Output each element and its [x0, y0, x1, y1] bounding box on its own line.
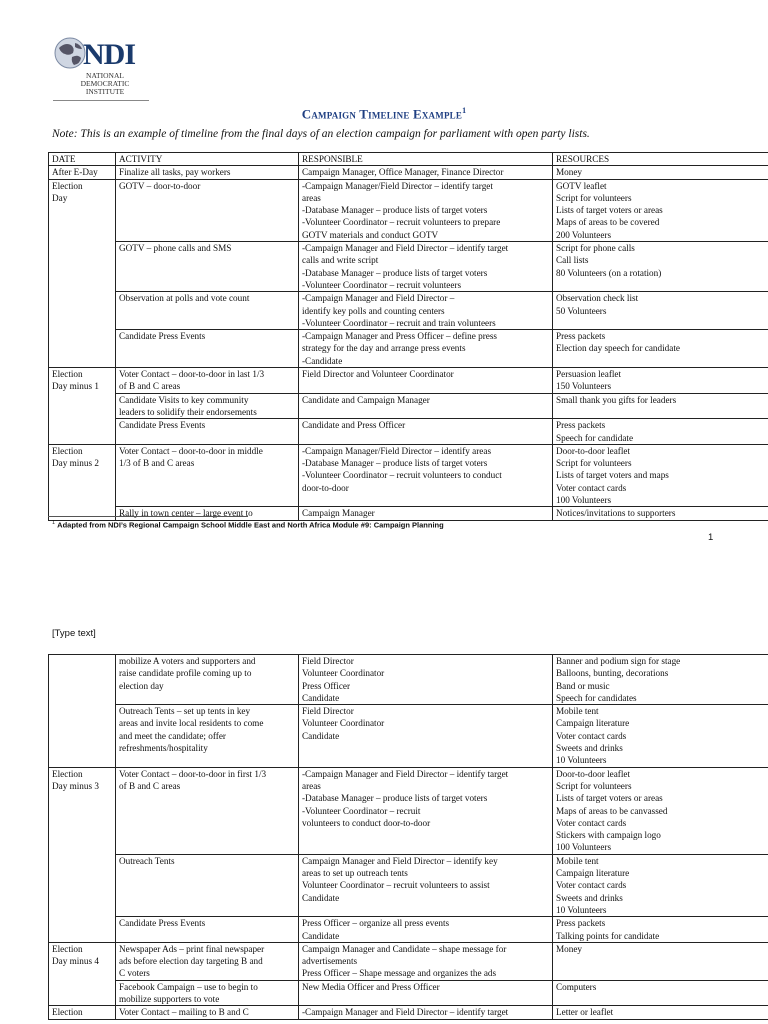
activity-text: of B and C areas [119, 381, 181, 392]
resources-text: Money [556, 167, 583, 178]
date-cell [49, 368, 116, 445]
responsible-text: Candidate [302, 730, 340, 741]
responsible-text: -Database Manager – produce lists of target voters [302, 205, 488, 216]
resources-text: Small thank you gifts for leaders [556, 394, 677, 405]
responsible-cell [299, 917, 553, 943]
responsible-text: areas [302, 780, 321, 791]
responsible-text: -Campaign Manager and Field Director – [302, 293, 455, 304]
responsible-text: -Volunteer Coordinator – recruit volunteers [302, 279, 462, 290]
activity-text: raise candidate profile coming up to [119, 668, 252, 679]
responsible-text: Volunteer Coordinator [302, 718, 385, 729]
header-date: DATE [49, 153, 116, 166]
date-cell [49, 942, 116, 1005]
responsible-text: Campaign Manager and Field Director – identify key [302, 855, 498, 866]
activity-text: Voter Contact – mailing to B and C [119, 1007, 249, 1018]
responsible-text: areas to set up outreach tents [302, 868, 408, 879]
resources-cell [553, 942, 768, 980]
responsible-text: GOTV materials and conduct GOTV [302, 229, 439, 240]
responsible-cell [299, 705, 553, 767]
responsible-cell [299, 330, 553, 368]
responsible-text: -Campaign Manager and Press Officer – define press [302, 331, 498, 342]
responsible-text: -Campaign Manager and Field Director – identify target [302, 243, 509, 254]
resources-cell [553, 368, 768, 394]
table-row [49, 292, 768, 330]
resources-text: Banner and podium sign for stage [556, 656, 681, 666]
date-text: Election [52, 768, 83, 779]
responsible-cell [299, 507, 553, 520]
responsible-cell [299, 179, 553, 241]
table-row [49, 393, 768, 419]
activity-cell [116, 166, 299, 179]
activity-text: refreshments/hospitality [119, 743, 208, 754]
resources-text: Mobile tent [556, 706, 599, 717]
activity-text: Voter Contact – door-to-door in middle [119, 445, 263, 456]
responsible-cell [299, 655, 553, 705]
activity-cell [116, 767, 299, 854]
resources-text: Lists of target voters or areas [556, 793, 663, 804]
responsible-text: Field Director [302, 706, 354, 717]
responsible-text: Field Director [302, 656, 354, 666]
resources-text: Voter contact cards [556, 730, 627, 741]
resources-text: Band or music [556, 680, 610, 691]
table-row [49, 419, 768, 445]
activity-text: Outreach Tents – set up tents in key [119, 706, 251, 717]
header-resources: RESOURCES [553, 153, 768, 166]
date-text: Election [52, 445, 83, 456]
table-row [49, 1006, 768, 1019]
activity-cell [116, 393, 299, 419]
responsible-text: -Campaign Manager and Field Director – identify target [302, 1007, 509, 1018]
responsible-text: calls and write script [302, 255, 379, 266]
activity-text: and meet the candidate; offer [119, 730, 226, 741]
responsible-text: volunteers to conduct door-to-door [302, 817, 431, 828]
resources-text: Press packets [556, 918, 606, 929]
responsible-cell [299, 166, 553, 179]
responsible-text: Volunteer Coordinator [302, 668, 385, 679]
responsible-cell [299, 1006, 553, 1019]
timeline-table-2 [48, 654, 768, 1020]
responsible-text: Campaign Manager [302, 508, 375, 519]
date-text: Day minus 1 [52, 381, 99, 392]
table-row [49, 368, 768, 394]
responsible-text: -Campaign Manager/Field Director – identify target [302, 180, 493, 191]
responsible-text: -Volunteer Coordinator – recruit volunteers to prepare [302, 217, 501, 228]
resources-text: Script for volunteers [556, 192, 632, 203]
activity-text: Candidate Visits to key community [119, 394, 249, 405]
responsible-text: Campaign Manager and Candidate – shape message for [302, 943, 507, 954]
resources-cell [553, 980, 768, 1006]
resources-text: Stickers with campaign logo [556, 830, 661, 841]
responsible-text: Volunteer Coordinator – recruit volunteers to assist [302, 880, 490, 891]
resources-cell [553, 179, 768, 241]
table-row [49, 179, 768, 241]
activity-cell [116, 705, 299, 767]
responsible-text: Candidate and Campaign Manager [302, 394, 430, 405]
resources-text: Lists of target voters and maps [556, 470, 669, 481]
resources-text: Campaign literature [556, 718, 630, 729]
activity-text: leaders to solidify their endorsements [119, 406, 257, 417]
resources-text: Observation check list [556, 293, 639, 304]
responsible-text: -Candidate [302, 355, 343, 366]
activity-text: Candidate Press Events [119, 918, 206, 929]
table-row [49, 854, 768, 916]
responsible-text: Field Director and Volunteer Coordinator [302, 369, 454, 380]
responsible-text: Candidate [302, 930, 340, 941]
date-text: Election [52, 180, 83, 191]
responsible-text: areas [302, 192, 321, 203]
responsible-text: -Database Manager – produce lists of target voters [302, 793, 488, 804]
activity-text: Facebook Campaign – use to begin to [119, 981, 258, 992]
table-row [49, 444, 768, 506]
activity-text: Voter Contact – door-to-door in last 1/3 [119, 369, 265, 380]
resources-text: Script for phone calls [556, 243, 635, 254]
resources-text: Sweets and drinks [556, 743, 623, 754]
resources-text: Money [556, 943, 583, 954]
table-row [49, 242, 768, 292]
activity-cell [116, 330, 299, 368]
date-text: After E-Day [52, 167, 98, 178]
responsible-text: -Volunteer Coordinator – recruit volunteers to conduct [302, 470, 502, 481]
responsible-text: advertisements [302, 956, 358, 967]
resources-cell [553, 917, 768, 943]
activity-text: Outreach Tents [119, 855, 175, 866]
resources-cell [553, 767, 768, 854]
date-text: Day [52, 192, 68, 203]
resources-text: Voter contact cards [556, 482, 627, 493]
date-cell [49, 444, 116, 520]
table-2-body [49, 655, 768, 1020]
resources-cell [553, 419, 768, 445]
responsible-text: Campaign Manager, Office Manager, Finance Director [302, 167, 504, 178]
activity-cell [116, 242, 299, 292]
activity-text: Candidate Press Events [119, 420, 206, 431]
resources-text: Maps of areas to be canvassed [556, 805, 668, 816]
activity-cell [116, 917, 299, 943]
title-footnote-mark: 1 [462, 106, 467, 115]
resources-text: 200 Volunteers [556, 229, 612, 240]
activity-cell [116, 980, 299, 1006]
activity-text: ads before election day targeting B and [119, 956, 263, 967]
activity-text: Rally in town center – large event to [119, 508, 253, 519]
activity-cell [116, 507, 299, 520]
table-1-body [49, 166, 768, 520]
responsible-cell [299, 854, 553, 916]
resources-text: 80 Volunteers (on a rotation) [556, 267, 662, 278]
resources-cell [553, 1006, 768, 1019]
activity-cell [116, 444, 299, 506]
activity-text: Observation at polls and vote count [119, 293, 250, 304]
resources-cell [553, 292, 768, 330]
responsible-cell [299, 942, 553, 980]
date-text: Day minus 3 [52, 780, 99, 791]
activity-cell [116, 854, 299, 916]
activity-text: Voter Contact – door-to-door in first 1/3 [119, 768, 267, 779]
resources-text: 50 Volunteers [556, 305, 607, 316]
resources-text: Door-to-door leaflet [556, 445, 631, 456]
resources-cell [553, 655, 768, 705]
resources-text: Talking points for candidate [556, 930, 660, 941]
resources-text: Call lists [556, 255, 589, 266]
activity-cell [116, 1006, 299, 1019]
date-text: Day minus 4 [52, 956, 99, 967]
table-row [49, 767, 768, 854]
intro-note: Note: This is an example of timeline from the final days of an election campaign for parliament with open party lists. [52, 128, 590, 140]
responsible-text: door-to-door [302, 482, 349, 493]
responsible-text: Candidate and Press Officer [302, 420, 406, 431]
table-header-row [49, 153, 768, 166]
resources-cell [553, 705, 768, 767]
responsible-cell [299, 393, 553, 419]
responsible-cell [299, 444, 553, 506]
table-row [49, 655, 768, 705]
responsible-cell [299, 242, 553, 292]
table-row [49, 330, 768, 368]
header-responsible: RESPONSIBLE [299, 153, 553, 166]
table-row [49, 705, 768, 767]
table-row [49, 917, 768, 943]
activity-text: GOTV – phone calls and SMS [119, 243, 232, 254]
date-text: Election [52, 943, 83, 954]
resources-text: Letter or leaflet [556, 1007, 614, 1018]
activity-text: mobilize A voters and supporters and [119, 656, 256, 666]
activity-text: mobilize supporters to vote [119, 994, 220, 1005]
responsible-text: -Campaign Manager/Field Director – identify areas [302, 445, 492, 456]
activity-text: areas and invite local residents to come [119, 718, 264, 729]
resources-text: Balloons, bunting, decorations [556, 668, 669, 679]
activity-cell [116, 655, 299, 705]
activity-cell [116, 942, 299, 980]
table-row [49, 166, 768, 179]
responsible-text: strategy for the day and arrange press events [302, 343, 466, 354]
responsible-text: -Database Manager – produce lists of target voters [302, 267, 488, 278]
responsible-cell [299, 292, 553, 330]
responsible-text: Press Officer – organize all press events [302, 918, 450, 929]
logo-divider [53, 100, 149, 101]
responsible-text: -Volunteer Coordinator – recruit and train volunteers [302, 317, 496, 328]
responsible-cell [299, 368, 553, 394]
page-number: 1 [708, 532, 714, 543]
date-cell [49, 179, 116, 367]
responsible-text: Candidate [302, 692, 340, 703]
footnote-rule [48, 516, 248, 517]
date-text: Day minus 2 [52, 458, 99, 469]
activity-cell [116, 368, 299, 394]
responsible-cell [299, 419, 553, 445]
logo-wordmark: NDI [83, 38, 136, 71]
responsible-cell [299, 980, 553, 1006]
resources-text: Sweets and drinks [556, 892, 623, 903]
resources-text: Speech for candidate [556, 432, 634, 443]
globe-icon [53, 36, 87, 70]
responsible-text: -Database Manager – produce lists of target voters [302, 458, 488, 469]
resources-text: Lists of target voters or areas [556, 205, 663, 216]
resources-text: Door-to-door leaflet [556, 768, 631, 779]
activity-text: election day [119, 680, 164, 691]
activity-cell [116, 179, 299, 241]
header-placeholder-text: [Type text] [52, 628, 96, 639]
resources-cell [553, 507, 768, 520]
date-text: Election [52, 369, 83, 380]
responsible-text: -Volunteer Coordinator – recruit [302, 805, 421, 816]
resources-text: 100 Volunteers [556, 495, 612, 506]
activity-text: C voters [119, 968, 150, 979]
resources-text: Voter contact cards [556, 880, 627, 891]
responsible-text: Press Officer [302, 680, 351, 691]
resources-text: Mobile tent [556, 855, 599, 866]
resources-cell [553, 444, 768, 506]
resources-text: Computers [556, 981, 597, 992]
responsible-cell [299, 767, 553, 854]
date-cell [49, 1006, 116, 1019]
responsible-text: Press Officer – Shape message and organizes the ads [302, 968, 497, 979]
table-row [49, 507, 768, 520]
resources-text: Press packets [556, 420, 606, 431]
activity-text: Newspaper Ads – print final newspaper [119, 943, 265, 954]
resources-text: Voter contact cards [556, 817, 627, 828]
date-cell [49, 166, 116, 179]
date-cell [49, 655, 116, 768]
resources-text: Campaign literature [556, 868, 630, 879]
page-title: Campaign Timeline Example$^1$ [301, 106, 467, 122]
resources-text: 10 Volunteers [556, 904, 607, 915]
resources-cell [553, 854, 768, 916]
date-text: Election [52, 1007, 83, 1018]
resources-cell [553, 242, 768, 292]
footnote: $^1$ Adapted from NDI’s Regional Campaign School Middle East and North Africa Module #9: Campaign Planning [52, 520, 444, 530]
activity-cell [116, 292, 299, 330]
resources-cell [553, 330, 768, 368]
resources-text: 100 Volunteers [556, 842, 612, 853]
activity-text: Candidate Press Events [119, 331, 206, 342]
ndi-logo [53, 36, 149, 102]
responsible-text: -Campaign Manager and Field Director – identify target [302, 768, 509, 779]
resources-text: 150 Volunteers [556, 381, 612, 392]
responsible-text: identify key polls and counting centers [302, 305, 445, 316]
table-row [49, 980, 768, 1006]
activity-text: of B and C areas [119, 780, 181, 791]
resources-text: Speech for candidates [556, 692, 637, 703]
activity-text: 1/3 of B and C areas [119, 458, 195, 469]
header-activity: ACTIVITY [116, 153, 299, 166]
table-row [49, 942, 768, 980]
resources-text: Election day speech for candidate [556, 343, 680, 354]
resources-cell [553, 166, 768, 179]
resources-text: Notices/invitations to supporters [556, 508, 676, 519]
resources-text: Press packets [556, 331, 606, 342]
resources-text: Maps of areas to be covered [556, 217, 660, 228]
resources-text: 10 Volunteers [556, 755, 607, 766]
responsible-text: New Media Officer and Press Officer [302, 981, 440, 992]
responsible-text: Candidate [302, 892, 340, 903]
logo-subtext: NATIONAL DEMOCRATIC INSTITUTE [80, 71, 130, 96]
resources-text: Script for volunteers [556, 458, 632, 469]
activity-text: Finalize all tasks, pay workers [119, 167, 231, 178]
resources-text: Script for volunteers [556, 780, 632, 791]
activity-cell [116, 419, 299, 445]
resources-text: Persuasion leaflet [556, 369, 622, 380]
timeline-table-1 [48, 152, 768, 521]
resources-text: GOTV leaflet [556, 180, 607, 191]
activity-text: GOTV – door-to-door [119, 180, 201, 191]
resources-cell [553, 393, 768, 419]
date-cell [49, 767, 116, 942]
